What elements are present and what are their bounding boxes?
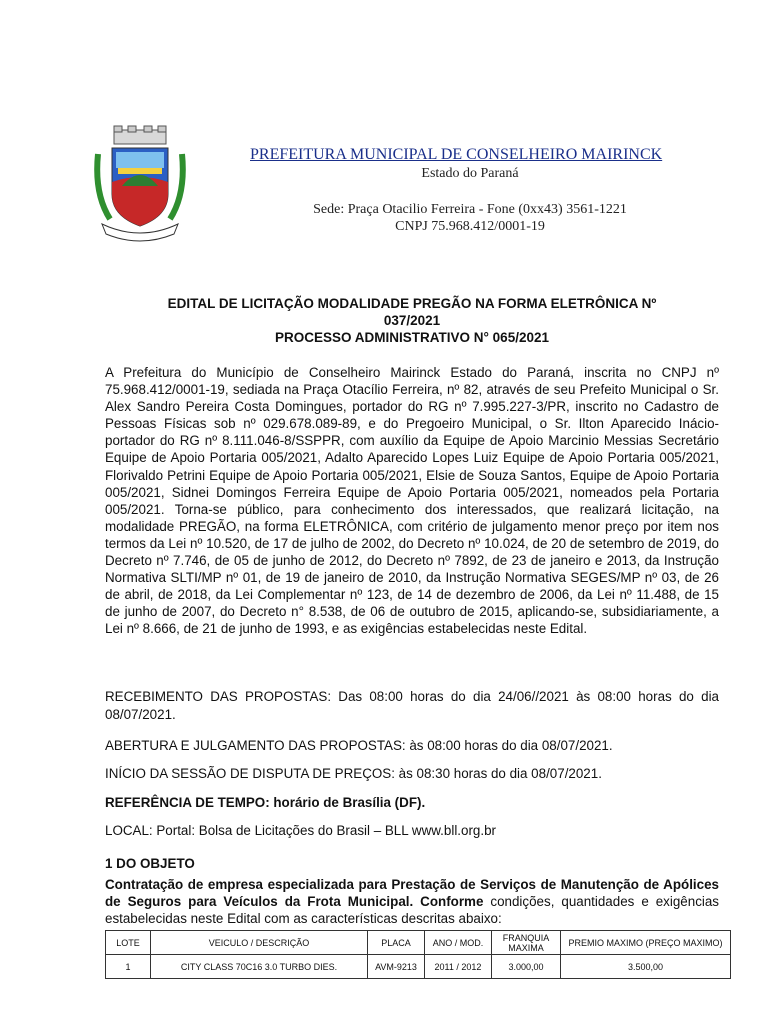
cell-vehicle: CITY CLASS 70C16 3.0 TURBO DIES. [151,955,368,979]
header-lot: LOTE [106,931,151,955]
table-row [106,955,731,979]
cell-deductible: 3.000,00 [492,955,561,979]
location-line: LOCAL: Portal: Bolsa de Licitações do Brasil – BLL www.bll.org.br [105,823,496,838]
municipal-coat-of-arms [92,124,188,244]
notice-title-line1: EDITAL DE LICITAÇÃO MODALIDADE PREGÃO NA FORMA ELETRÔNICA Nº [167,296,657,311]
table-header-row [106,931,731,955]
cnpj-line: CNPJ 75.968.412/0001-19 [395,219,545,234]
proposal-receipt: RECEBIMENTO DAS PROPOSTAS: Das 08:00 horas do dia 24/06//2021 às 08:00 horas do dia 08/07/2021. [105,689,719,722]
object-rest-text: condições, quantidades e exigências estabelecidas neste Edital com as características descritas abaixo: [105,894,720,926]
intro-paragraph: A Prefeitura do Município de Conselheiro Mairinck Estado do Paraná, inscrita no CNPJ nº 75.968.412/0001-19, sediada na Praça Otacílio Ferreira, nº 82, através de seu Prefeito Municipal o Sr. Alex Sandro Pereira Costa Domingues, portador do RG nº 7.995.227-3/PR, inscrito no Cadastro de Pessoas Físicas sob nº 029.678.089-89, e do Pregoeiro Municipal, o Sr. Ilton Aparecido Inácio- portador do RG nº 8.111.046-8/SSPPR, com auxílio da Equipe de Apoio Marcinio Messias Secretário Equipe de Apoio Portaria 005/2021, Adalto Aparecido Lopes Luiz Equipe de Apoio Portaria 005/2021, Florivaldo Petrini Equipe de Apoio Portaria 005/2021, Elsie de Souza Santos, Equipe de Apoio Portaria 005/2021, Sidnei Domingos Ferreira Equipe de Apoio Portaria 005/2021, nomeados pela Portaria 005/2021. Torna-se público, para conhecimento dos interessados, que realizará licitação, na modalidade PREGÃO, na forma ELETRÔNICA, com critério de julgamento menor preço por item nos termos da Lei nº 10.520, de 17 de julho de 2002, do Decreto nº 10.024, de 20 de setembro de 2019, do Decreto nº 7.746, de 05 de junho de 2012, do Decreto nº 7892, de 23 de janeiro e 2013, da Instrução Normativa SLTI/MP nº 01, de 19 de janeiro de 2010, da Instrução Normativa SEGES/MP nº 03, de 26 de abril, de 2018, da Lei Complementar nº 123, de 14 de dezembro de 2006, da Lei nº 11.488, de 15 de junho de 2007, do Decreto n° 8.538, de 06 de outubro de 2015, aplicando-se, subsidiariamente, a Lei nº 8.666, de 21 de junho de 1993, e as exigências estabelecidas neste Edital. [105,365,719,637]
notice-title [105,295,719,346]
address-line: Sede: Praça Otacilio Ferreira - Fone (0xx43) 3561-1221 [313,202,627,217]
header-premium: PREMIO MAXIMO (PREÇO MAXIMO) [561,931,731,955]
cell-year: 2011 / 2012 [425,955,492,979]
object-paragraph [105,876,719,927]
cell-premium: 3.500,00 [561,955,731,979]
section-title: 1 DO OBJETO [105,856,195,871]
cell-lot: 1 [106,955,151,979]
time-reference: REFERÊNCIA DE TEMPO: horário de Brasília (DF). [105,795,426,810]
session-start: INÍCIO DA SESSÃO DE DISPUTA DE PREÇOS: às 08:30 horas do dia 08/07/2021. [105,766,602,781]
header-year: ANO / MOD. [425,931,492,955]
proposal-opening: ABERTURA E JULGAMENTO DAS PROPOSTAS: às 08:00 horas do dia 08/07/2021. [105,738,613,753]
object-bold-text: Contratação de empresa especializada para Prestação de Serviços de Manutenção de Apólices de Seguros para Veículos da Frota Municipal. Conforme [105,877,719,909]
cell-plate: AVM-9213 [368,955,425,979]
header-vehicle: VEICULO / DESCRIÇÃO [151,931,368,955]
header-deductible: FRANQUIA MAXIMA [492,931,561,955]
state-name: Estado do Paraná [421,166,519,181]
vehicle-table [105,930,731,979]
crown-icon [114,126,166,144]
municipality-title: PREFEITURA MUNICIPAL DE CONSELHEIRO MAIRINCK [250,146,663,163]
notice-title-line2: 037/2021 [383,313,441,328]
header-plate: PLACA [368,931,425,955]
process-number: PROCESSO ADMINISTRATIVO N° 065/2021 [275,330,549,345]
